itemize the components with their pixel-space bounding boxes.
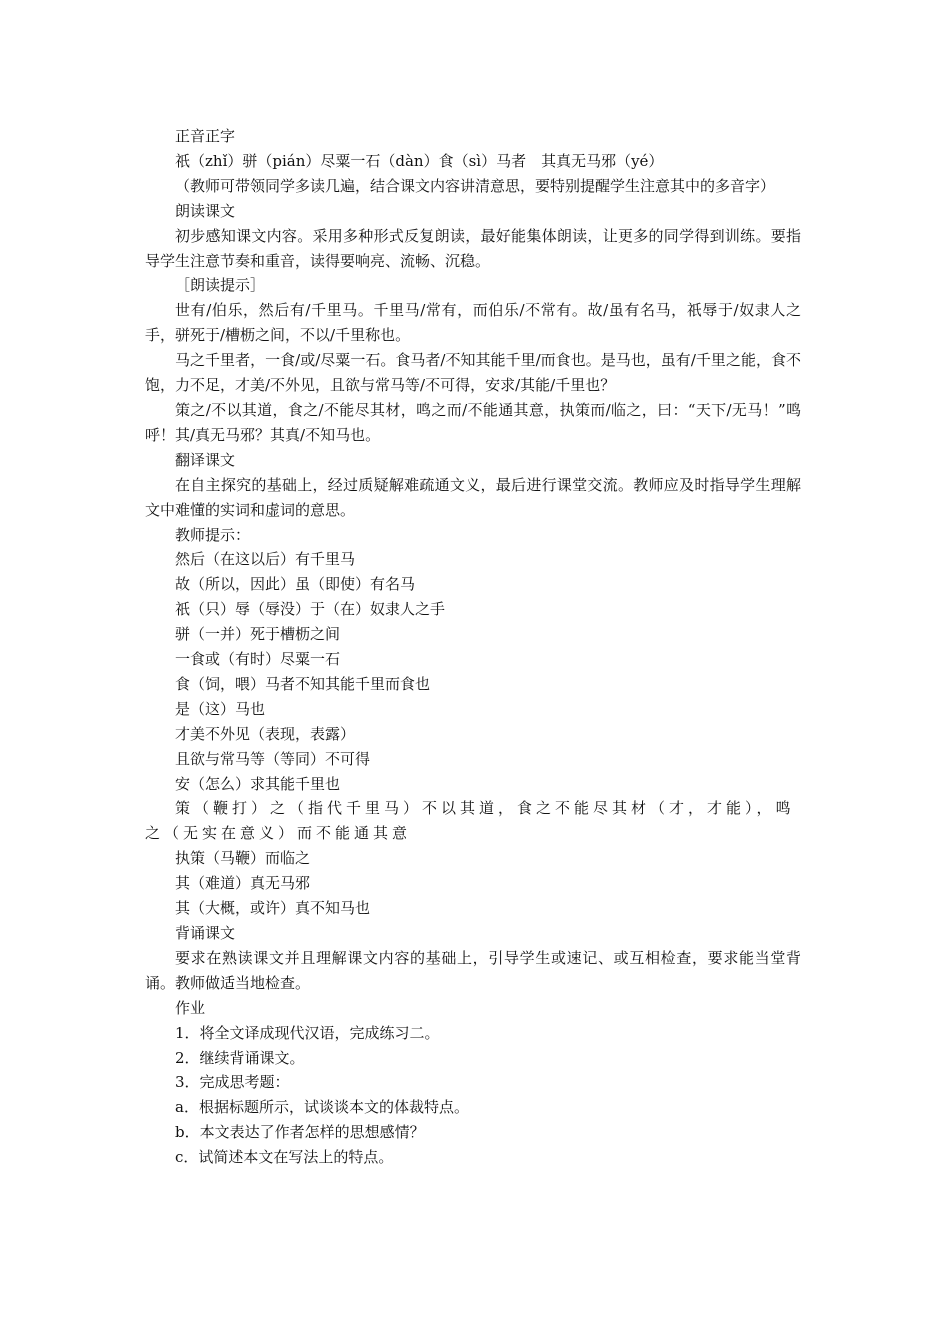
teacher-note: （教师可带领同学多读几遍，结合课文内容讲清意思，要特别提醒学生注意其中的多音字） [175, 176, 776, 195]
gloss-item: 且欲与常马等（等同）不可得 [175, 749, 371, 768]
teacher-tips-label: 教师提示： [175, 525, 251, 544]
gloss-item: 故（所以，因此）虽（即使）有名马 [175, 575, 416, 594]
gloss-item: 策（鞭打）之（指代千里马）不以其道，食之不能尽其材（才，才能），鸣之（无实在意义）而不能通其意 [145, 799, 795, 843]
question-item: c．试简述本文在写法上的特点。 [175, 1148, 394, 1167]
reading-instructions: 初步感知课文内容。采用多种形式反复朗读，最好能集体朗读，让更多的同学得到训练。要指导学生注意节奏和重音，读得要响亮、流畅、沉稳。 [145, 226, 801, 270]
homework-item: 2．继续背诵课文。 [175, 1048, 305, 1067]
heading-pronunciation: 正音正字 [175, 127, 236, 145]
homework-item: 1．将全文译成现代汉语，完成练习二。 [175, 1023, 440, 1042]
heading-reading: 朗读课文 [175, 201, 236, 220]
pronunciation-line: 祇（zhǐ）骈（pián）尽粟一石（dàn）食（sì）马者 其真无马邪（yé） [175, 151, 664, 170]
text-paragraph-2: 马之千里者，一食/或/尽粟一石。食马者/不知其能千里/而食也。是马也，虽有/千里之能，食不饱，力不足，才美/不外见，且欲与常马等/不可得，安求/其能/千里也？ [145, 351, 801, 395]
homework-item: 3．完成思考题： [175, 1073, 290, 1092]
text-paragraph-3: 策之/不以其道，食之/不能尽其材，鸣之而/不能通其意，执策而/临之，曰：“天下/无马！”鸣呼！其/真无马邪？其真/不知马也。 [145, 400, 801, 444]
recitation-instructions: 要求在熟读课文并且理解课文内容的基础上，引导学生或速记、或互相检查，要求能当堂背诵。教师做适当地检查。 [145, 948, 801, 992]
gloss-item: 是（这）马也 [175, 699, 266, 718]
gloss-item: 一食或（有时）尽粟一石 [175, 650, 341, 669]
text-paragraph-1: 世有/伯乐，然后有/千里马。千里马/常有，而伯乐/不常有。故/虽有名马，祇辱于/奴隶人之手，骈死于/槽枥之间，不以/千里称也。 [145, 301, 801, 345]
gloss-item: 安（怎么）求其能千里也 [175, 774, 341, 793]
gloss-item: 执策（马鞭）而临之 [175, 849, 311, 868]
gloss-item: 祇（只）辱（辱没）于（在）奴隶人之手 [175, 600, 446, 619]
document-body [145, 124, 801, 1170]
reading-tips-label: ［朗读提示］ [175, 276, 266, 295]
question-item: a．根据标题所示，试谈谈本文的体裁特点。 [175, 1098, 469, 1117]
gloss-item: 骈（一并）死于槽枥之间 [175, 625, 341, 644]
gloss-item: 其（大概，或许）真不知马也 [175, 899, 371, 918]
gloss-item: 其（难道）真无马邪 [175, 874, 311, 893]
heading-homework: 作业 [175, 998, 206, 1017]
question-item: b．本文表达了作者怎样的思想感情？ [175, 1123, 425, 1142]
heading-recitation: 背诵课文 [175, 924, 236, 942]
translation-instructions: 在自主探究的基础上，经过质疑解难疏通文义，最后进行课堂交流。教师应及时指导学生理解文中难懂的实词和虚词的意思。 [145, 475, 801, 519]
gloss-item: 才美不外见（表现，表露） [175, 724, 356, 743]
heading-translation: 翻译课文 [175, 450, 236, 469]
gloss-item: 食（饲，喂）马者不知其能千里而食也 [175, 674, 431, 693]
gloss-item: 然后（在这以后）有千里马 [175, 550, 356, 569]
